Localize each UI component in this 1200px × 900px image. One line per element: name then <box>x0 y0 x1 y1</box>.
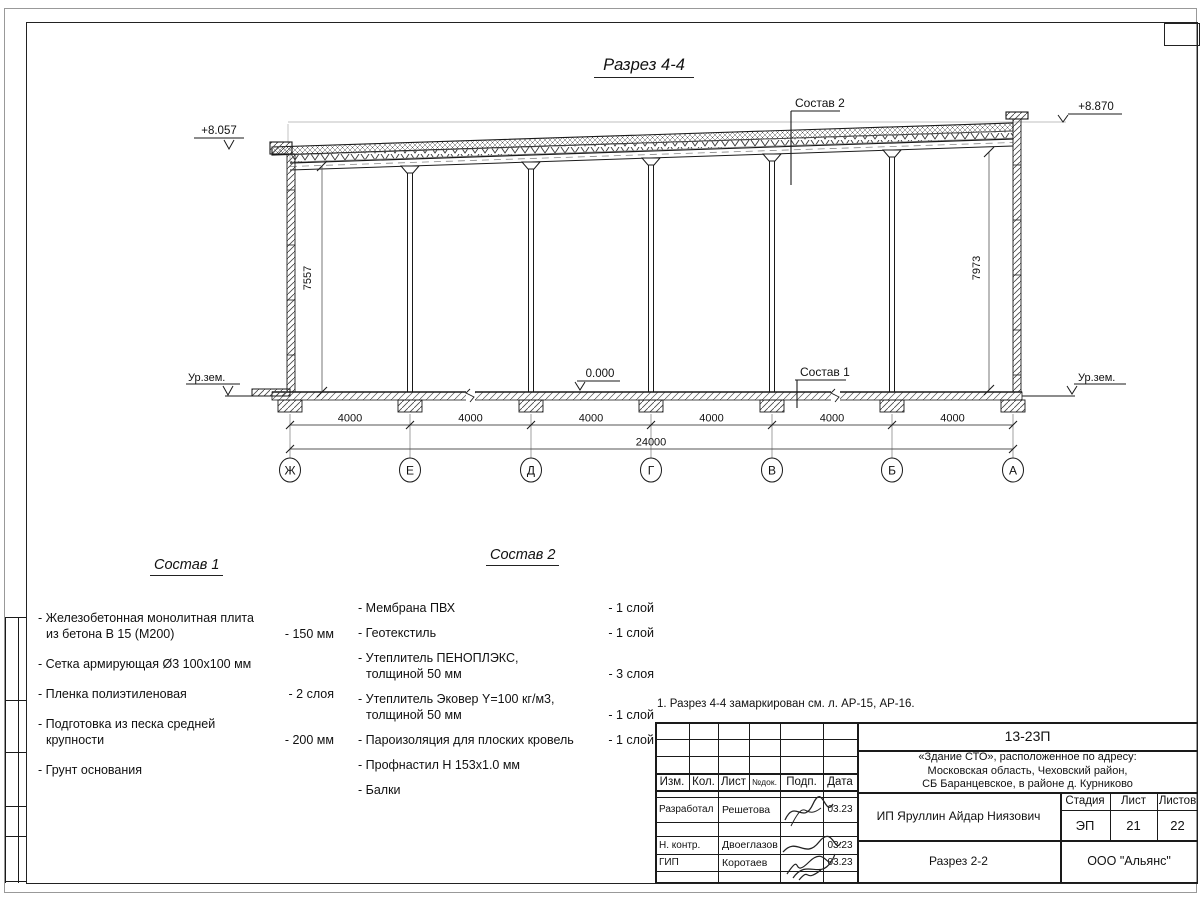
grid-letter: Б <box>888 463 896 478</box>
list-item: - Мембрана ПВХ - 1 слой <box>358 601 654 615</box>
col-data: Дата <box>827 775 853 788</box>
row-date: 03.23 <box>827 857 853 868</box>
list-item: - Грунт основания <box>38 763 143 777</box>
list-item: - Геотекстиль - 1 слой <box>358 626 654 640</box>
list-item: - Утеплитель ПЕНОПЛЭКС, толщиной 50 мм - 3 слоя <box>358 651 654 681</box>
grid-letter: Д <box>526 463 536 478</box>
span-label: 4000 <box>819 412 845 425</box>
sostav1-list <box>38 610 334 792</box>
total-span-label: 24000 <box>635 436 667 449</box>
row-name: Коротаев <box>722 856 768 869</box>
ground-level-left <box>186 372 240 395</box>
dim-left-height <box>302 161 327 397</box>
item-value: - 2 слоя <box>288 687 334 701</box>
list-item: - Балки <box>358 783 401 797</box>
floor-slab <box>225 389 1075 412</box>
item-value: - 1 слой <box>608 708 654 722</box>
project-name: «Здание СТО», расположенное по адресу: Московская область, Чеховский район, СБ Баранцевское, в районе д. Курниково <box>918 751 1137 791</box>
list-item: - Пароизоляция для плоских кровель - 1 слой <box>358 733 654 747</box>
sostav1-leader <box>795 365 850 408</box>
grid-letter: Г <box>647 463 655 478</box>
row-date: 03.23 <box>827 804 853 815</box>
svg-text:+8.057: +8.057 <box>201 125 237 137</box>
company-name: ООО "Альянс" <box>1087 854 1171 868</box>
svg-text:+8.870: +8.870 <box>1078 101 1114 113</box>
row-role: Разработал <box>659 804 714 815</box>
dim-chain <box>286 413 1017 459</box>
stage-value: ЭП <box>1075 817 1095 833</box>
left-wall <box>270 142 295 392</box>
row-name: Двоеглазов <box>722 839 778 851</box>
span-label: 4000 <box>337 412 363 425</box>
level-mark-right <box>1058 101 1122 122</box>
level-mark-left <box>194 125 244 149</box>
col-podp: Подп. <box>786 775 817 788</box>
dim-right-height <box>971 147 994 395</box>
span-label: 4000 <box>699 412 724 425</box>
svg-text:Состав 1: Состав 1 <box>800 365 850 379</box>
col-ndok: №док. <box>752 776 777 787</box>
span-label: 4000 <box>578 412 604 425</box>
ground-level-right <box>1067 372 1126 394</box>
row-date: 03.23 <box>827 839 853 851</box>
signature <box>777 792 862 882</box>
item-value: - 1 слой <box>608 626 654 640</box>
svg-text:Ур.зем.: Ур.зем. <box>1078 372 1116 384</box>
item-value: - 150 мм <box>284 627 334 641</box>
level-mark-zero <box>575 368 620 390</box>
list-item: - Железобетонная монолитная плита из бетона В 15 (М200) - 150 мм <box>38 611 334 641</box>
roof-assembly <box>272 123 1013 170</box>
sheet-note: 1. Разрез 4-4 замаркирован см. л. АР-15, АР-16. <box>657 698 915 710</box>
item-value: - 3 слоя <box>608 667 654 681</box>
dim-left-label: 7557 <box>302 265 314 291</box>
grid-letter: Ж <box>284 463 296 478</box>
client-name: ИП Яруллин Айдар Ниязович <box>876 809 1041 823</box>
title-block <box>655 722 1198 883</box>
col-list: Лист <box>721 775 746 788</box>
list-item: - Утеплитель Эковер Y=100 кг/м3, толщиной 50 мм - 1 слой <box>358 692 654 722</box>
list-item: - Профнастил Н 153x1.0 мм <box>358 758 521 772</box>
item-value: - 200 мм <box>284 733 334 747</box>
span-label: 4000 <box>458 412 483 425</box>
sostav2-heading: Состав 2 <box>486 547 559 566</box>
sostav1-heading: Состав 1 <box>150 557 223 576</box>
list-item: - Пленка полиэтиленовая - 2 слоя <box>38 687 334 701</box>
svg-text:0.000: 0.000 <box>585 368 615 380</box>
sheet-value: 21 <box>1126 817 1141 833</box>
sheet-label: Лист <box>1121 795 1146 807</box>
sheets-value: 22 <box>1170 817 1185 833</box>
grid-letter: Е <box>405 463 415 478</box>
sostav2-list <box>358 600 654 807</box>
grid-letter: В <box>767 463 777 478</box>
item-value: - 1 слой <box>608 601 654 615</box>
row-name: Решетова <box>722 803 771 816</box>
row-role: ГИП <box>659 857 679 868</box>
row-role: Н. контр. <box>659 839 701 851</box>
col-kol: Кол. <box>692 775 715 788</box>
item-value: - 1 слой <box>608 733 654 747</box>
span-label: 4000 <box>940 412 965 425</box>
right-wall <box>1006 112 1028 392</box>
sheets-label: Листов <box>1158 795 1197 807</box>
columns <box>401 150 901 392</box>
section-name: Разрез 2-2 <box>929 854 988 868</box>
list-item: - Подготовка из песка средней крупности - 200 мм <box>38 717 334 747</box>
stage-label: Стадия <box>1065 795 1105 807</box>
doc-number: 13-23П <box>1004 728 1051 744</box>
grid-letter: А <box>1008 463 1018 478</box>
dim-right-label: 7973 <box>971 255 983 281</box>
drawing-title: Разрез 4-4 <box>594 56 694 78</box>
list-item: - Сетка армирующая Ø3 100х100 мм <box>38 657 252 671</box>
svg-text:Состав 2: Состав 2 <box>795 96 845 110</box>
grid-bubbles <box>280 458 1024 482</box>
col-izm: Изм. <box>659 775 685 788</box>
svg-text:Ур.зем.: Ур.зем. <box>188 372 226 384</box>
